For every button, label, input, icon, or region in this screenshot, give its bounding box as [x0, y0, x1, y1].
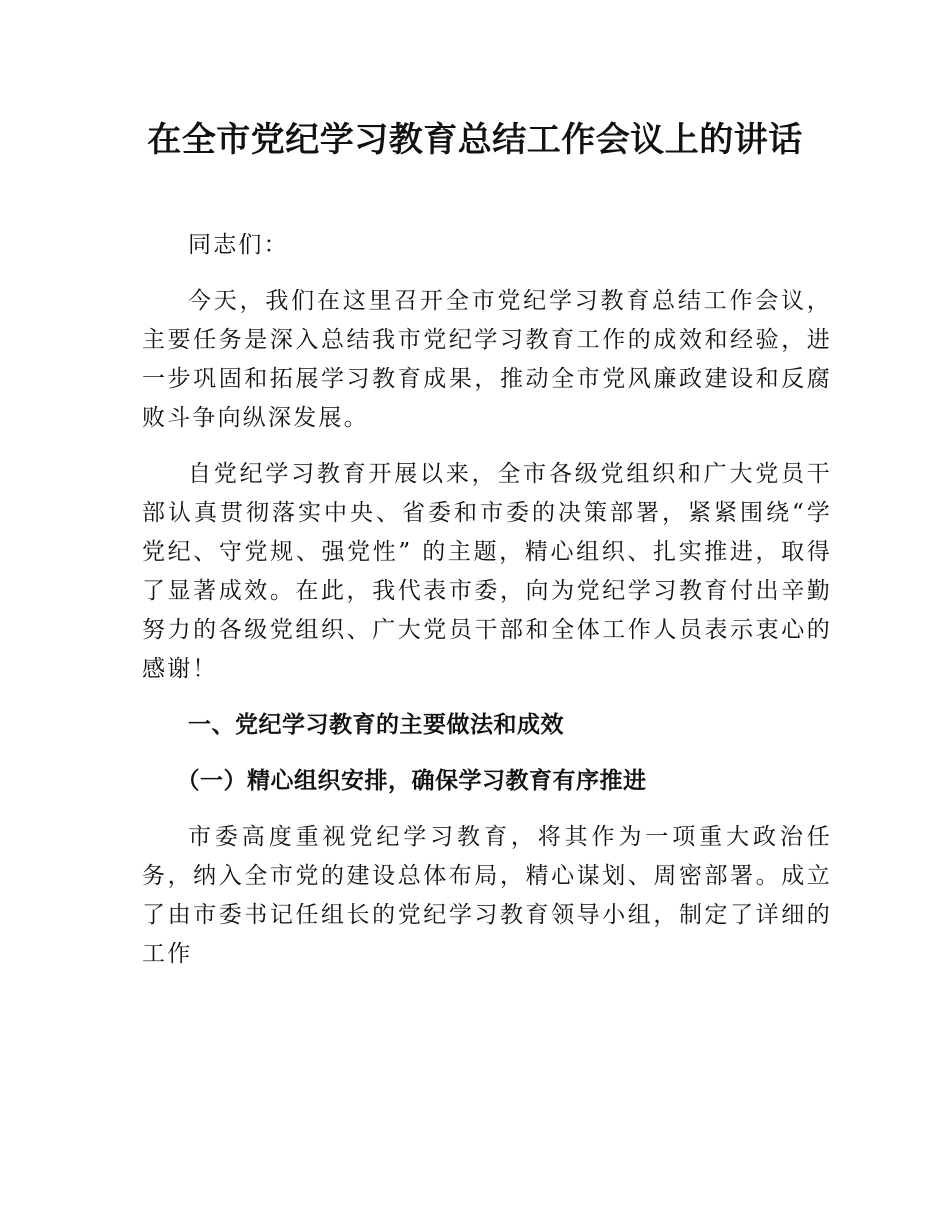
document-body — [142, 226, 832, 991]
section-heading: 一、党纪学习教育的主要做法和成效 — [188, 712, 564, 738]
subsection-paragraph: 市委高度重视党纪学习教育，将其作为一项重大政治任务，纳入全市党的建设总体布局，精心谋划、周密部署。成立了由市委书记任组长的党纪学习教育领导小组，制定了详细的工作 — [142, 824, 832, 967]
paragraph-achievements: 自党纪学习教育开展以来，全市各级党组织和广大党员干部认真贯彻落实中央、省委和市委的决策部署，紧紧围绕“学党纪、守党规、强党性” 的主题，精心组织、扎实推进，取得了显著成效。在此，我代表市委，向为党纪学习教育付出辛勤努力的各级党组织、广大党员干部和全体工作人员表示衷心的感谢！ — [142, 461, 832, 682]
salutation: 同志们： — [188, 232, 289, 258]
paragraph-intro: 今天，我们在这里召开全市党纪学习教育总结工作会议，主要任务是深入总结我市党纪学习教育工作的成效和经验，进一步巩固和拓展学习教育成果，推动全市党风廉政建设和反腐败斗争向纵深发展。 — [142, 288, 832, 431]
document-title: 在全市党纪学习教育总结工作会议上的讲话 — [147, 120, 803, 160]
subsection-heading: （一）精心组织安排，确保学习教育有序推进 — [176, 768, 647, 794]
